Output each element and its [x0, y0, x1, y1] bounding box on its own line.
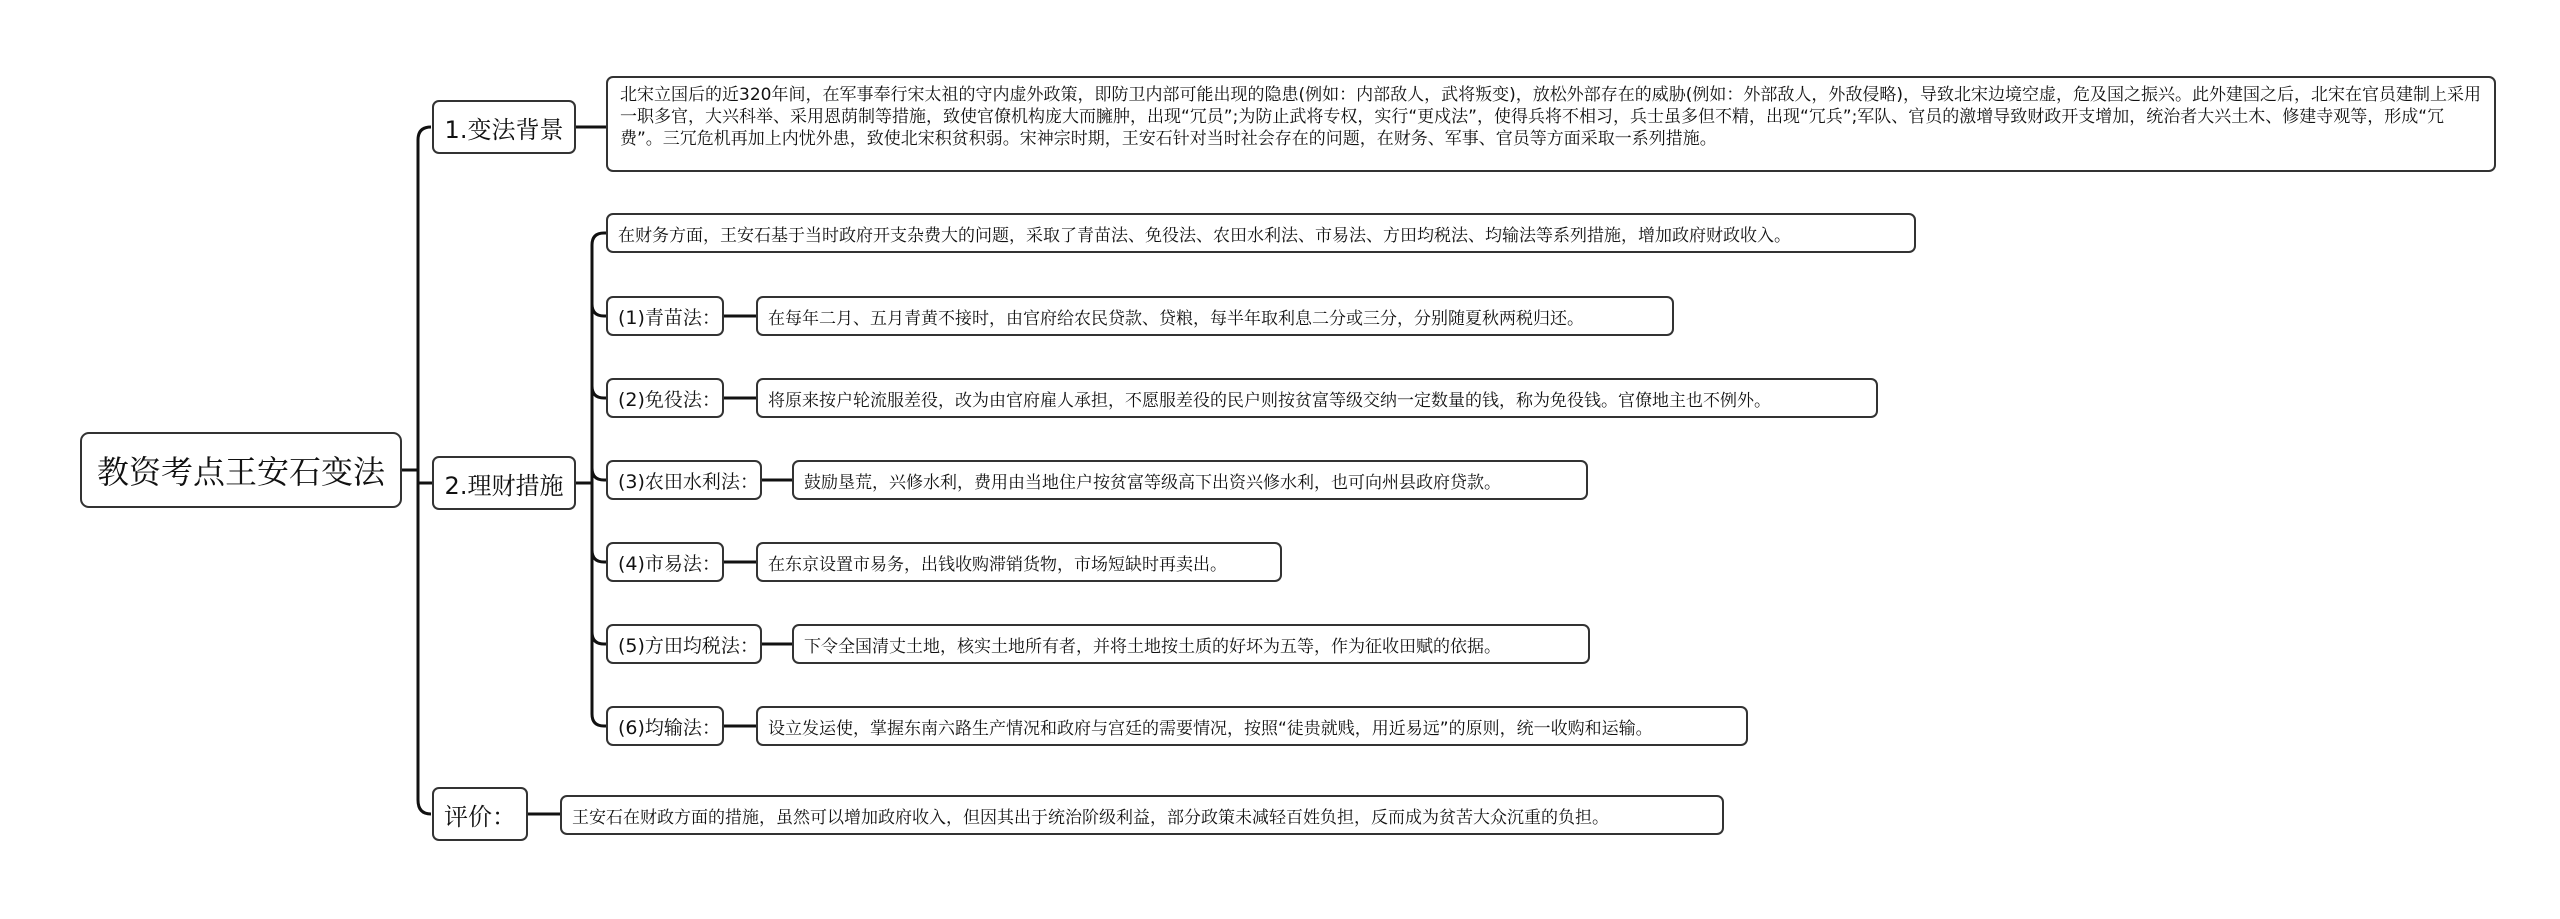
measure-shiyi-label: (4)市易法：: [618, 552, 721, 575]
measure-qingmiao-detail[interactable]: [756, 296, 1674, 336]
connector-finance-child-5: [592, 632, 606, 644]
finance-intro[interactable]: [606, 213, 1916, 253]
measure-shiyi-detail[interactable]: [756, 542, 1282, 582]
measure-nongtian-detail[interactable]: [792, 460, 1588, 500]
measure-mianyi-text: 将原来按户轮流服差役，改为由官府雇人承担，不愿服差役的民户则按贫富等级交纳一定数量的钱，称为免役钱。官僚地主也不例外。: [768, 390, 1771, 411]
root-topic[interactable]: [80, 432, 402, 508]
measure-nongtian-label: (3)农田水利法：: [618, 470, 759, 493]
measure-shiyi[interactable]: [606, 542, 724, 582]
branch-evaluation-label: 评价：: [444, 802, 516, 831]
measure-qingmiao[interactable]: [606, 296, 724, 336]
connector-finance-child-6: [592, 714, 606, 726]
measure-junshu-detail[interactable]: [756, 706, 1748, 746]
finance-intro-text: 在财务方面，王安石基于当时政府开支杂费大的问题，采取了青苗法、免役法、农田水利法、市易法、方田均税法、均输法等系列措施，增加政府财政收入。: [618, 225, 1791, 246]
measure-shiyi-text: 在东京设置市易务，出钱收购滞销货物，市场短缺时再卖出。: [768, 554, 1227, 575]
branch-background[interactable]: [432, 100, 576, 154]
measure-junshu[interactable]: [606, 706, 724, 746]
branch-finance-measures[interactable]: [432, 456, 576, 510]
measure-nongtian-text: 鼓励垦荒，兴修水利，费用由当地住户按贫富等级高下出资兴修水利，也可向州县政府贷款。: [804, 472, 1501, 493]
connector-finance-child-3: [592, 468, 606, 480]
evaluation-detail[interactable]: [560, 795, 1724, 835]
background-detail[interactable]: [606, 76, 2496, 172]
branch-background-label: 1.变法背景: [444, 115, 564, 144]
measure-mianyi[interactable]: [606, 378, 724, 418]
branch-evaluation[interactable]: [432, 787, 528, 841]
measure-fangtian-text: 下令全国清丈土地，核实土地所有者，并将土地按土质的好坏为五等，作为征收田赋的依据。: [804, 636, 1501, 657]
measure-fangtian-detail[interactable]: [792, 624, 1590, 664]
measure-junshu-label: (6)均输法：: [618, 716, 721, 739]
background-detail-text: 北宋立国后的近320年间，在军事奉行宋太祖的守内虚外政策，即防卫内部可能出现的隐患(例如：内部敌人，武将叛变)，放松外部存在的威胁(例如：外部敌人，外敌侵略)，导致北宋边境空虚，危及国之振兴。此外建国之后，北宋在官员建制上采用一职多官，大兴科举、采用恩荫制等措施，致使官僚机构庞大而臃肿，出现“冗员”;为防止武将专权，实行“更戍法”，使得兵将不相习，兵士虽多但不精，出现“冗兵”;军队、官员的激增导致财政开支增加，统治者大兴土木、修建寺观等，形成“冗费”。三冗危机再加上内忧外患，致使北宋积贫积弱。宋神宗时期，王安石针对当时社会存在的问题，在财务、军事、官员等方面采取一系列措施。: [620, 85, 2481, 149]
branch-finance-label: 2.理财措施: [444, 471, 564, 500]
root-topic-label: 教资考点王安石变法: [96, 453, 385, 491]
measure-fangtian[interactable]: [606, 624, 762, 664]
measure-nongtian[interactable]: [606, 460, 762, 500]
measure-mianyi-detail[interactable]: [756, 378, 1878, 418]
measure-fangtian-label: (5)方田均税法：: [618, 634, 759, 657]
connector-root-branches: [418, 127, 432, 814]
connector-finance-child-0: [592, 233, 606, 245]
connector-finance-child-4: [592, 550, 606, 562]
connector-finance-child-1: [592, 304, 606, 316]
evaluation-detail-text: 王安石在财政方面的措施，虽然可以增加政府收入，但因其出于统治阶级利益，部分政策未减轻百姓负担，反而成为贫苦大众沉重的负担。: [572, 807, 1609, 828]
measure-qingmiao-label: (1)青苗法：: [618, 306, 721, 329]
measure-mianyi-label: (2)免役法：: [618, 388, 721, 411]
measure-qingmiao-text: 在每年二月、五月青黄不接时，由官府给农民贷款、贷粮，每半年取利息二分或三分，分别随夏秋两税归还。: [768, 308, 1584, 329]
connector-finance-child-2: [592, 386, 606, 398]
measure-junshu-text: 设立发运使，掌握东南六路生产情况和政府与宫廷的需要情况，按照“徒贵就贱，用近易远”的原则，统一收购和运输。: [768, 718, 1653, 739]
